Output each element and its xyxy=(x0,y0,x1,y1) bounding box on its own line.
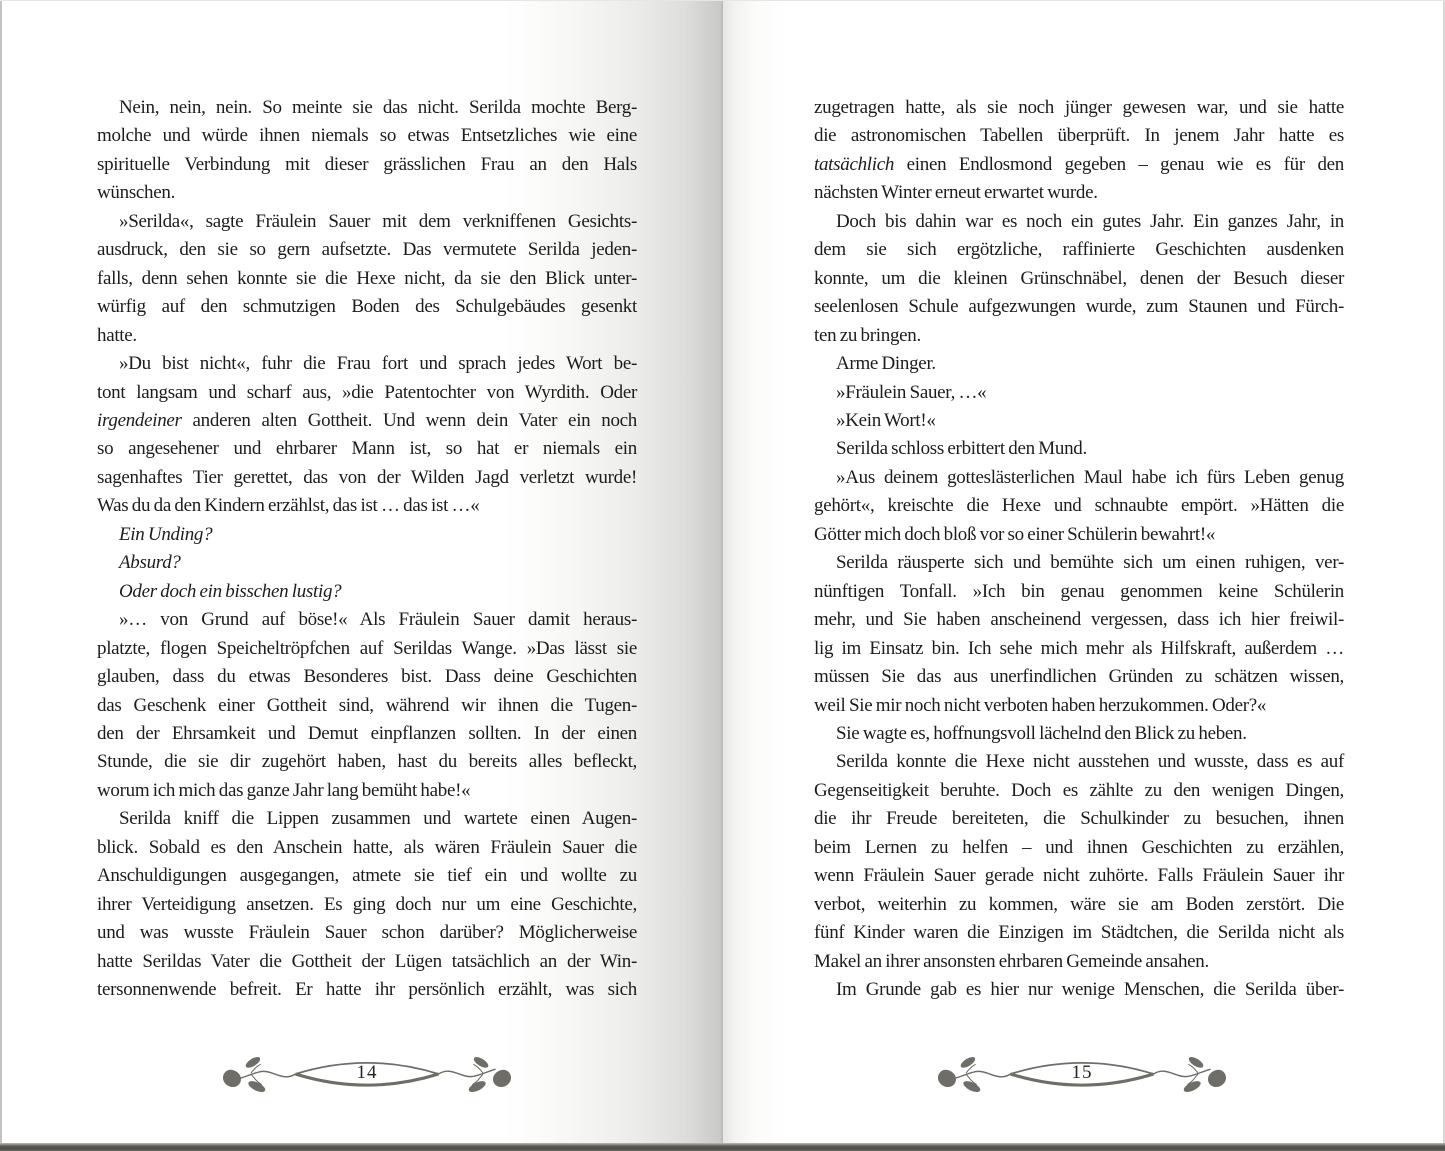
text-line: verbot, weiterhin zu kommen, wäre sie am Boden zerstört. Die xyxy=(814,893,1344,915)
paragraph xyxy=(814,748,1344,976)
text-line: weil Sie mir noch nicht verboten haben herzukommen. Oder?« xyxy=(814,694,1267,716)
text-line: würfig auf den schmutzigen Boden des Schulgebäudes gesenkt xyxy=(97,296,637,318)
paragraph xyxy=(814,976,1344,1004)
text-line: Serilda räusperte sich und bemühte sich um einen ruhigen, ver- xyxy=(836,552,1344,574)
text-line: platzte, flogen Speicheltröpfchen auf Serildas Wange. »Das lässt sie xyxy=(97,637,637,659)
paragraph xyxy=(814,720,1344,748)
book-bottom-page-block xyxy=(0,1143,1445,1151)
text-line: so angesehener und ehrbarer Mann ist, so hat er niemals ein xyxy=(97,438,637,460)
text-line: die ihr Freude bereiteten, die Schulkinder zu besuchen, ihnen xyxy=(814,808,1344,830)
text-line: »Aus deinem gotteslästerlichen Maul habe ich fürs Leben genug xyxy=(836,466,1344,488)
paragraph xyxy=(97,549,637,577)
text-line: irgendeiner anderen alten Gottheit. Und wenn dein Vater ein noch xyxy=(97,409,637,431)
text-line: beim Lernen zu helfen – und ihnen Geschichten zu erzählen, xyxy=(814,836,1344,858)
text-line: Makel an ihrer ansonsten ehrbaren Gemeinde ansahen. xyxy=(814,950,1209,972)
paragraph xyxy=(814,549,1344,720)
text-line: tersonnenwende befreit. Er hatte ihr persönlich erzählt, was sich xyxy=(97,979,637,1001)
paragraph xyxy=(97,208,637,350)
page-left-footer-ornament xyxy=(222,1046,512,1102)
text-line: blick. Sobald es den Anschein hatte, als wären Fräulein Sauer die xyxy=(97,836,637,858)
book-gutter xyxy=(721,0,723,1143)
text-line: »Du bist nicht«, fuhr die Frau fort und sprach jedes Wort be- xyxy=(119,353,637,375)
text-line: ten zu bringen. xyxy=(814,324,921,346)
text-line: Serilda konnte die Hexe nicht ausstehen und wusste, dass es auf xyxy=(836,751,1344,773)
text-line: das Geschenk einer Gottheit sind, während wir ihnen die Tugen- xyxy=(97,694,637,716)
text-line: nünftigen Tonfall. »Ich bin genau genommen keine Schülerin xyxy=(814,580,1344,602)
paragraph xyxy=(814,435,1344,463)
text-line: Stunde, die sie dir zugehört haben, hast du bereits alles befleckt, xyxy=(97,751,637,773)
paragraph xyxy=(97,94,637,208)
text-line: dem sie sich ergötzliche, raffinierte Geschichten ausdenken xyxy=(814,239,1344,261)
paragraph xyxy=(814,379,1344,407)
text-line: spirituelle Verbindung mit dieser grässlichen Frau an den Hals xyxy=(97,153,637,175)
text-line: wenn Fräulein Sauer gerade nicht zuhörte. Falls Fräulein Sauer ihr xyxy=(814,865,1344,887)
text-line: hatte Serildas Vater die Gottheit der Lügen tatsächlich an der Win- xyxy=(97,950,637,972)
text-line: »Fräulein Sauer, …« xyxy=(836,381,987,403)
paragraph xyxy=(97,578,637,606)
text-line: Oder doch ein bisschen lustig? xyxy=(119,580,342,602)
text-line: Arme Dinger. xyxy=(836,353,936,375)
page-number-right: 15 xyxy=(1071,1062,1093,1084)
paragraph xyxy=(814,464,1344,549)
paragraph xyxy=(97,350,637,521)
text-line: sagenhaftes Tier gerettet, das von der Wilden Jagd verletzt wurde! xyxy=(97,466,637,488)
text-line: lig im Einsatz bin. Ich sehe mich mehr als Hilfskraft, außerdem … xyxy=(814,637,1344,659)
text-line: nächsten Winter erneut erwartet wurde. xyxy=(814,182,1098,204)
text-line: »Serilda«, sagte Fräulein Sauer mit dem verkniffenen Gesichts- xyxy=(119,210,637,232)
text-line: Im Grunde gab es hier nur wenige Menschen, die Serilda über- xyxy=(836,979,1344,1001)
text-line: Serilda kniff die Lippen zusammen und wartete einen Augen- xyxy=(119,808,637,830)
paragraph xyxy=(814,208,1344,350)
text-line: konnte, um die kleinen Grünschnäbel, denen der Besuch dieser xyxy=(814,267,1344,289)
paragraph xyxy=(97,521,637,549)
paragraph xyxy=(97,805,637,1004)
text-line: fünf Kinder waren die Einzigen im Städtchen, die Serilda nicht als xyxy=(814,922,1344,944)
text-line: Gegenseitigkeit beruhte. Doch es zählte zu den wenigen Dingen, xyxy=(814,779,1344,801)
text-line: ihrer Verteidigung ansetzen. Es ging doch nur um eine Geschichte, xyxy=(97,893,637,915)
text-line: tont langsam und scharf aus, »die Patentochter von Wyrdith. Oder xyxy=(97,381,637,403)
text-line: müssen Sie das aus unerfindlichen Gründen zu schätzen wissen, xyxy=(814,666,1344,688)
text-line: Sie wagte es, hoffnungsvoll lächelnd den Blick zu heben. xyxy=(836,722,1247,744)
text-line: den der Ehrsamkeit und Demut einpflanzen sollten. In der einen xyxy=(97,722,637,744)
text-line: die astronomischen Tabellen überprüft. In jenem Jahr hatte es xyxy=(814,125,1344,147)
text-line: Was du da den Kindern erzählst, das ist … das ist …« xyxy=(97,495,480,517)
text-line: molche und würde ihnen niemals so etwas Entsetzliches wie eine xyxy=(97,125,637,147)
text-line: glauben, dass du etwas Besonderes bist. Dass deine Geschichten xyxy=(97,666,637,688)
text-line: worum ich mich das ganze Jahr lang bemüht habe!« xyxy=(97,779,471,801)
paragraph xyxy=(97,606,637,805)
text-line: tatsächlich einen Endlosmond gegeben – genau wie es für den xyxy=(814,153,1344,175)
text-line: seelenlosen Schule aufgezwungen wurde, zum Staunen und Fürch- xyxy=(814,296,1344,318)
text-line: hatte. xyxy=(97,324,137,346)
paragraph xyxy=(814,350,1344,378)
page-right-text xyxy=(814,94,1344,1005)
text-line: falls, denn sehen konnte sie die Hexe nicht, da sie den Blick unter- xyxy=(97,267,637,289)
text-line: wünschen. xyxy=(97,182,176,204)
page-edge-left xyxy=(0,0,2,1143)
text-line: Götter mich doch bloß vor so einer Schülerin bewahrt!« xyxy=(814,523,1216,545)
text-line: Doch bis dahin war es noch ein gutes Jahr. Ein ganzes Jahr, in xyxy=(836,210,1344,232)
paragraph xyxy=(814,407,1344,435)
text-line: mehr, und Sie haben anscheinend vergessen, dass ich hier freiwil- xyxy=(814,609,1344,631)
text-line: Anschuldigungen ausgegangen, atmete sie tief ein und wollte zu xyxy=(97,865,637,887)
page-number-left: 14 xyxy=(356,1062,378,1084)
page-right-footer-ornament xyxy=(937,1046,1227,1102)
text-line: ausdruck, den sie so gern aufsetzte. Das vermutete Serilda jeden- xyxy=(97,239,637,261)
page-left-text xyxy=(97,94,637,1005)
text-line: Serilda schloss erbittert den Mund. xyxy=(836,438,1087,460)
page-edge-top xyxy=(0,0,1445,1)
text-line: Ein Unding? xyxy=(119,523,213,545)
text-line: zugetragen hatte, als sie noch jünger gewesen war, und sie hatte xyxy=(814,97,1344,118)
text-line: »Kein Wort!« xyxy=(836,409,936,431)
text-line: »… von Grund auf böse!« Als Fräulein Sauer damit heraus- xyxy=(119,609,637,631)
paragraph xyxy=(814,94,1344,208)
text-line: gehört«, kreischte die Hexe und schnaubte empört. »Hätten die xyxy=(814,495,1344,517)
text-line: Absurd? xyxy=(119,552,181,574)
text-line: Nein, nein, nein. So meinte sie das nicht. Serilda mochte Berg- xyxy=(119,97,637,118)
text-line: und was wusste Fräulein Sauer schon darüber? Möglicherweise xyxy=(97,922,637,944)
